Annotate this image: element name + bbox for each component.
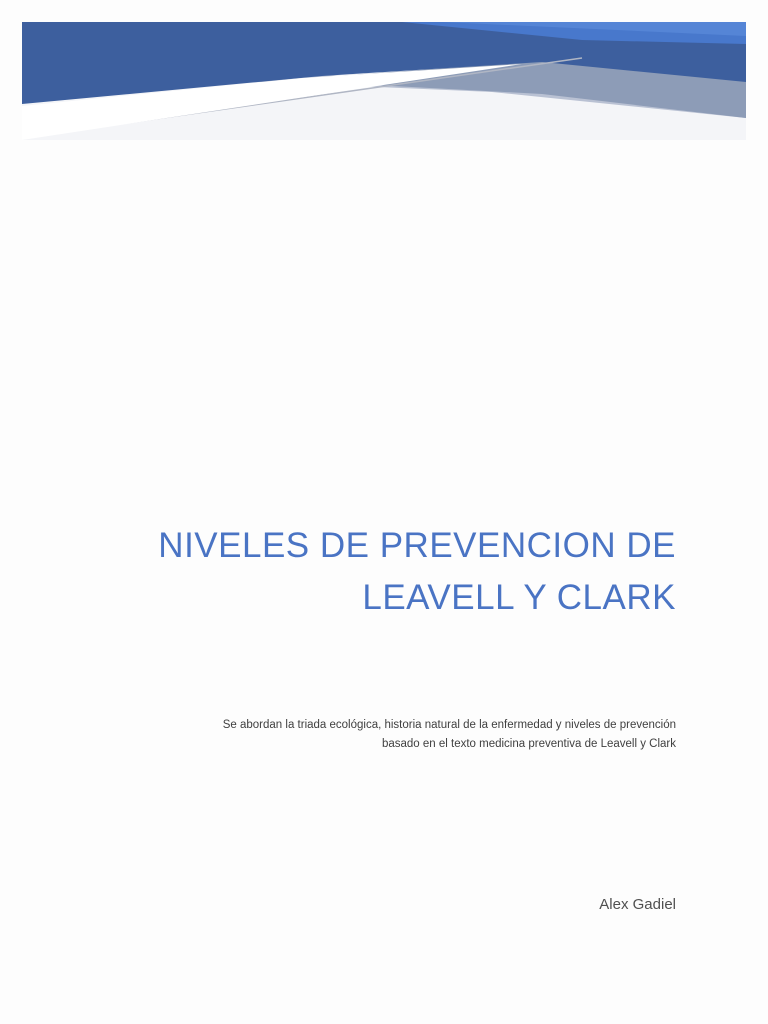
subtitle-line-2: basado en el texto medicina preventiva de Leavell y Clark [381, 738, 676, 750]
document-subtitle [156, 716, 676, 754]
subtitle-line-1: Se abordan la triada ecológica, historia natural de la enfermedad y niveles de prevención [222, 719, 676, 731]
title-line-1: NIVELES DE PREVENCION DE [158, 526, 676, 565]
document-title [116, 520, 676, 624]
author-name: Alex Gadiel [599, 896, 676, 913]
header-banner-graphic [22, 22, 746, 140]
title-line-2: LEAVELL Y CLARK [362, 578, 676, 617]
